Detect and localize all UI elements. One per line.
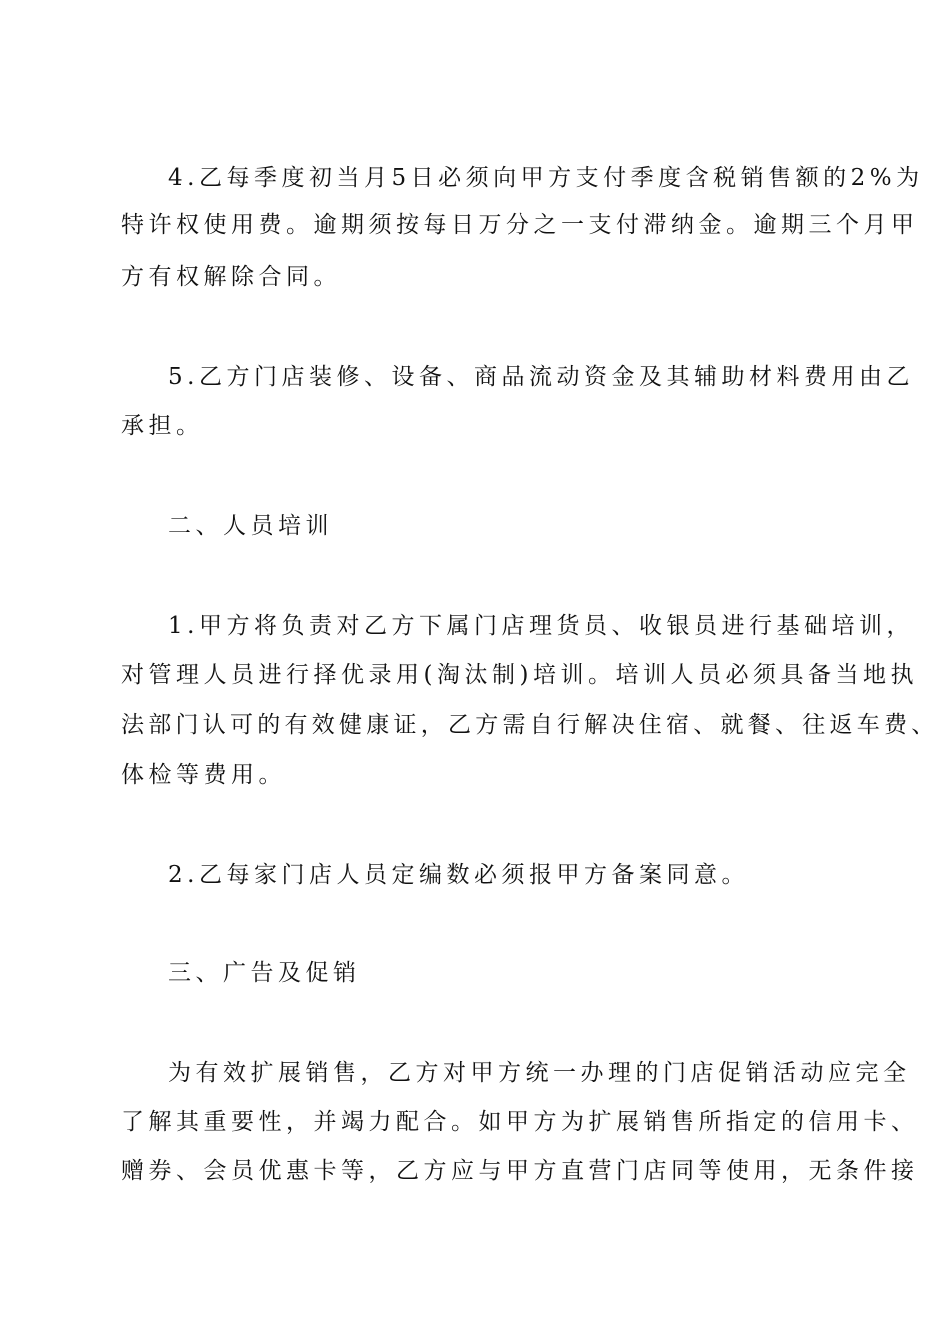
paragraph-4-line-2: 特许权使用费。逾期须按每日万分之一支付滞纳金。逾期三个月甲 bbox=[121, 212, 919, 238]
advertising-paragraph-line-2: 了解其重要性，并竭力配合。如甲方为扩展销售所指定的信用卡、 bbox=[121, 1109, 919, 1135]
section-heading-advertising: 三、广告及促销 bbox=[168, 960, 361, 986]
training-paragraph-1-line-2: 对管理人员进行择优录用(淘汰制)培训。培训人员必须具备当地执 bbox=[121, 662, 918, 688]
training-paragraph-1-line-3: 法部门认可的有效健康证，乙方需自行解决住宿、就餐、往返车费、 bbox=[121, 712, 939, 738]
advertising-paragraph-line-3: 赠券、会员优惠卡等，乙方应与甲方直营门店同等使用，无条件接 bbox=[121, 1158, 919, 1184]
paragraph-5-line-1: 5.乙方门店装修、设备、商品流动资金及其辅助材料费用由乙 bbox=[168, 364, 914, 390]
advertising-paragraph-line-1: 为有效扩展销售，乙方对甲方统一办理的门店促销活动应完全 bbox=[168, 1060, 911, 1086]
section-heading-training: 二、人员培训 bbox=[168, 513, 333, 539]
training-paragraph-1-line-1: 1.甲方将负责对乙方下属门店理货员、收银员进行基础培训， bbox=[168, 613, 914, 639]
paragraph-5-line-2: 承担。 bbox=[121, 413, 204, 439]
paragraph-4-line-3: 方有权解除合同。 bbox=[121, 264, 341, 290]
training-paragraph-2-line-1: 2.乙每家门店人员定编数必须报甲方备案同意。 bbox=[168, 862, 749, 888]
training-paragraph-1-line-4: 体检等费用。 bbox=[121, 762, 286, 788]
paragraph-4-line-1: 4.乙每季度初当月5日必须向甲方支付季度含税销售额的2%为 bbox=[168, 165, 924, 191]
